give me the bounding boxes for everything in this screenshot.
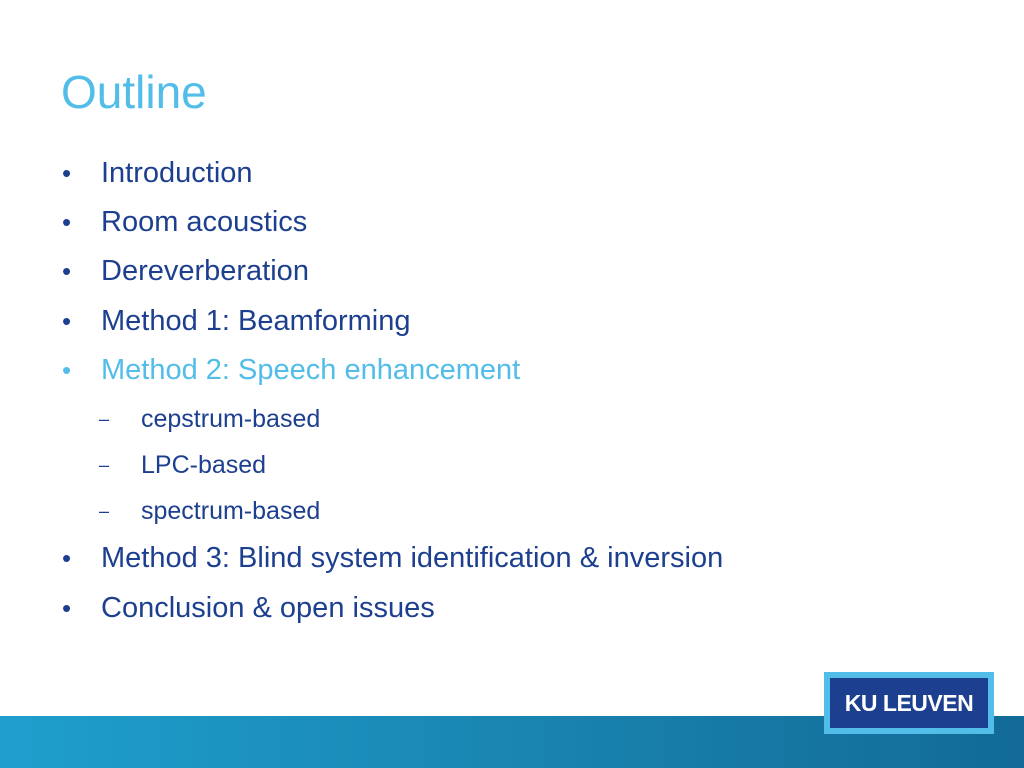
outline-item-label: Method 3: Blind system identification & inversion — [101, 542, 724, 574]
bullet-icon: • — [62, 355, 72, 385]
outline-subitem-cepstrum — [99, 403, 321, 435]
outline-item-dereverberation — [62, 253, 309, 289]
outline-item-label: Introduction — [101, 157, 253, 189]
outline-subitem-label: spectrum-based — [141, 497, 321, 525]
outline-subitem-lpc — [99, 449, 267, 481]
outline-item-conclusion — [62, 590, 435, 626]
outline-subitem-spectrum — [99, 495, 321, 527]
bullet-icon: • — [62, 158, 72, 188]
logo-text: KU LEUVEN — [844, 689, 974, 716]
dash-icon: – — [99, 455, 110, 475]
outline-item-label: Method 2: Speech enhancement — [101, 354, 521, 386]
dash-icon: – — [99, 409, 110, 429]
outline-item-method-1 — [62, 303, 411, 339]
dash-icon: – — [99, 501, 110, 521]
outline-subitem-label: cepstrum-based — [141, 405, 321, 433]
bullet-icon: • — [62, 207, 72, 237]
outline-item-label: Method 1: Beamforming — [101, 305, 411, 337]
logo-box — [830, 678, 988, 728]
outline-item-label: Conclusion & open issues — [101, 592, 435, 624]
outline-item-label: Dereverberation — [101, 255, 309, 287]
outline-item-method-3 — [62, 540, 724, 576]
outline-item-introduction — [62, 155, 253, 191]
outline-subitem-label: LPC-based — [141, 451, 267, 479]
ku-leuven-logo — [824, 672, 994, 734]
outline-item-room-acoustics — [62, 204, 308, 240]
bullet-icon: • — [62, 256, 72, 286]
bullet-icon: • — [62, 306, 72, 336]
outline-item-label: Room acoustics — [101, 206, 308, 238]
bullet-icon: • — [62, 543, 72, 573]
bullet-icon: • — [62, 593, 72, 623]
outline-item-method-2-current — [62, 352, 521, 388]
slide-title: Outline — [61, 66, 207, 118]
